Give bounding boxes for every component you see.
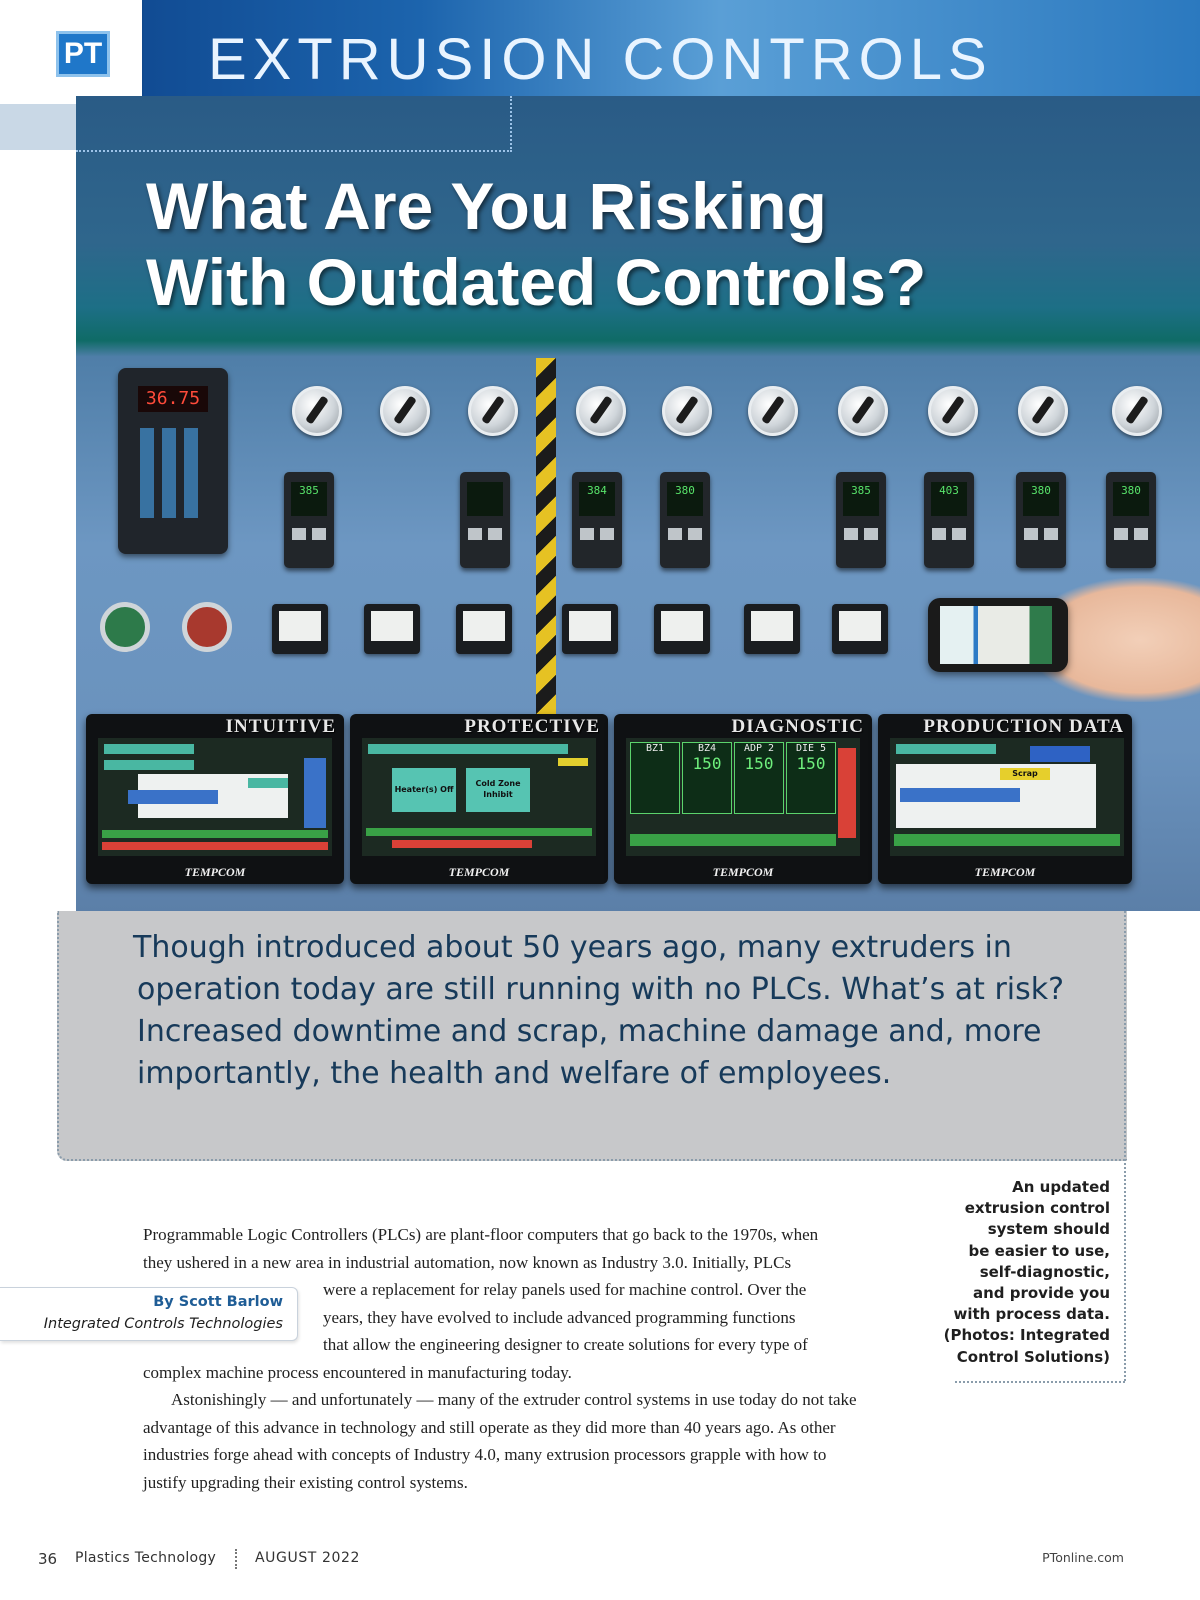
selector-knob: [468, 386, 518, 436]
body-line: complex machine process encountered in manufacturing today.: [143, 1362, 572, 1382]
body-line: years, they have evolved to include advanced programming functions: [323, 1307, 796, 1327]
analog-meter: [272, 604, 328, 654]
author-organization: Integrated Controls Technologies: [43, 1316, 283, 1332]
column-rule: [1124, 911, 1126, 1381]
deck-line: Increased downtime and scrap, machine damage and, more: [137, 1014, 1042, 1049]
body-line: were a replacement for relay panels used for machine control. Over the: [323, 1280, 807, 1299]
smartphone: [928, 598, 1068, 672]
controller-readout: 36.75: [138, 386, 208, 412]
body-line: industries forge ahead with concepts of Industry 4.0, many extrusion processors grapple with how to: [143, 1445, 827, 1464]
headline-line-2: With Outdated Controls?: [146, 245, 927, 319]
body-line: Astonishingly — and unfortunately — many of the extruder control systems in use today do not take: [171, 1390, 857, 1409]
hmi-screens-row: [86, 714, 1198, 888]
zone-readout: ADP 2 150: [734, 742, 784, 814]
stop-pushbutton: [182, 602, 232, 652]
controller-keypad: [140, 428, 206, 518]
temperature-controller: [460, 472, 510, 568]
deck-line: importantly, the health and welfare of employees.: [137, 1056, 892, 1091]
selector-knob: [838, 386, 888, 436]
deck-line: operation today are still running with no PLCs. What’s at risk?: [137, 972, 1065, 1007]
analog-meter: [562, 604, 618, 654]
headline-line-1: What Are You Risking: [146, 169, 827, 243]
zone-readout: DIE 5 150: [786, 742, 836, 814]
page-number: 36: [38, 1550, 58, 1568]
body-line: Programmable Logic Controllers (PLCs) are plant-floor computers that go back to the 1970s, when: [143, 1225, 819, 1244]
selector-knob: [928, 386, 978, 436]
issue-date: AUGUST 2022: [255, 1550, 361, 1566]
body-line: that allow the engineering designer to create solutions for every type of: [323, 1335, 808, 1354]
scrap-indicator: Scrap: [1000, 768, 1050, 780]
article-deck: [57, 911, 1127, 1161]
heaters-off-button: Heater(s) Off: [392, 768, 456, 812]
deck-line: Though introduced about 50 years ago, many extruders in: [133, 930, 1012, 965]
selector-knob: [380, 386, 430, 436]
website-link[interactable]: PTonline.com: [1042, 1550, 1124, 1565]
temperature-controller: 384: [572, 472, 622, 568]
temperature-controller: 380: [660, 472, 710, 568]
hmi-screen-protective: [350, 714, 608, 884]
temperature-controller: 380: [1016, 472, 1066, 568]
hero-frame-accent: [76, 96, 512, 152]
hazard-stripe: [536, 358, 556, 728]
analog-meter: [364, 604, 420, 654]
footer-divider: [235, 1549, 237, 1569]
hero-image: [76, 96, 1200, 911]
screen-label: INTUITIVE: [225, 716, 336, 737]
screen-display: [362, 738, 596, 856]
temperature-controller: 385: [836, 472, 886, 568]
article-headline: [146, 168, 1046, 320]
selector-knob: [1112, 386, 1162, 436]
selector-knob: [292, 386, 342, 436]
analog-meter: [456, 604, 512, 654]
screen-label: PROTECTIVE: [464, 716, 600, 737]
page-footer: [0, 1545, 1200, 1575]
screen-label: DIAGNOSTIC: [731, 716, 864, 737]
caption-rule: [955, 1381, 1125, 1383]
deck-text: [133, 927, 1093, 1095]
analog-meter: [654, 604, 710, 654]
body-line: they ushered in a new area in industrial automation, now known as Industry 3.0. Initially, PLCs: [143, 1252, 792, 1272]
start-pushbutton: [100, 602, 150, 652]
section-title: EXTRUSION CONTROLS: [208, 27, 993, 92]
cold-zone-inhibit-button: Cold Zone Inhibit: [466, 768, 530, 812]
screen-display: [890, 738, 1124, 856]
temperature-controller: 385: [284, 472, 334, 568]
author-name: By Scott Barlow: [153, 1294, 283, 1310]
hmi-screen-diagnostic: [614, 714, 872, 884]
photo-caption: An updated extrusion control system should be easier to use, self-diagnostic, and provide you with process data. (Photos: Integrated Control Solutions): [943, 1178, 1110, 1366]
legacy-controller: [118, 368, 228, 554]
zone-readout: BZ4 150: [682, 742, 732, 814]
logo-tab-accent: [0, 104, 78, 150]
temperature-controller: 403: [924, 472, 974, 568]
screen-brand: TEMPCOM: [712, 865, 774, 879]
screen-label: PRODUCTION DATA: [923, 716, 1124, 737]
article-body: [143, 1221, 883, 1496]
zone-readout: BZ1: [630, 742, 680, 814]
hmi-screen-production-data: [878, 714, 1132, 884]
logo-tab: [0, 0, 142, 104]
screen-display: [98, 738, 332, 856]
publication-name: Plastics Technology: [75, 1550, 217, 1566]
analog-meter: [832, 604, 888, 654]
selector-knob: [576, 386, 626, 436]
body-line: advantage of this advance in technology and still operate as they did more than 40 years ago. As other: [143, 1417, 836, 1437]
selector-knob: [662, 386, 712, 436]
screen-brand: TEMPCOM: [184, 865, 246, 879]
section-header-band: [0, 0, 1200, 96]
screen-brand: TEMPCOM: [974, 865, 1036, 879]
pt-logo: PT: [56, 31, 110, 77]
screen-display: [626, 738, 860, 856]
analog-meter: [744, 604, 800, 654]
selector-knob: [748, 386, 798, 436]
screen-brand: TEMPCOM: [448, 865, 510, 879]
selector-knob: [1018, 386, 1068, 436]
hmi-screen-intuitive: [86, 714, 344, 884]
body-line: justify upgrading their existing control systems.: [143, 1472, 468, 1492]
temperature-controller: 380: [1106, 472, 1156, 568]
